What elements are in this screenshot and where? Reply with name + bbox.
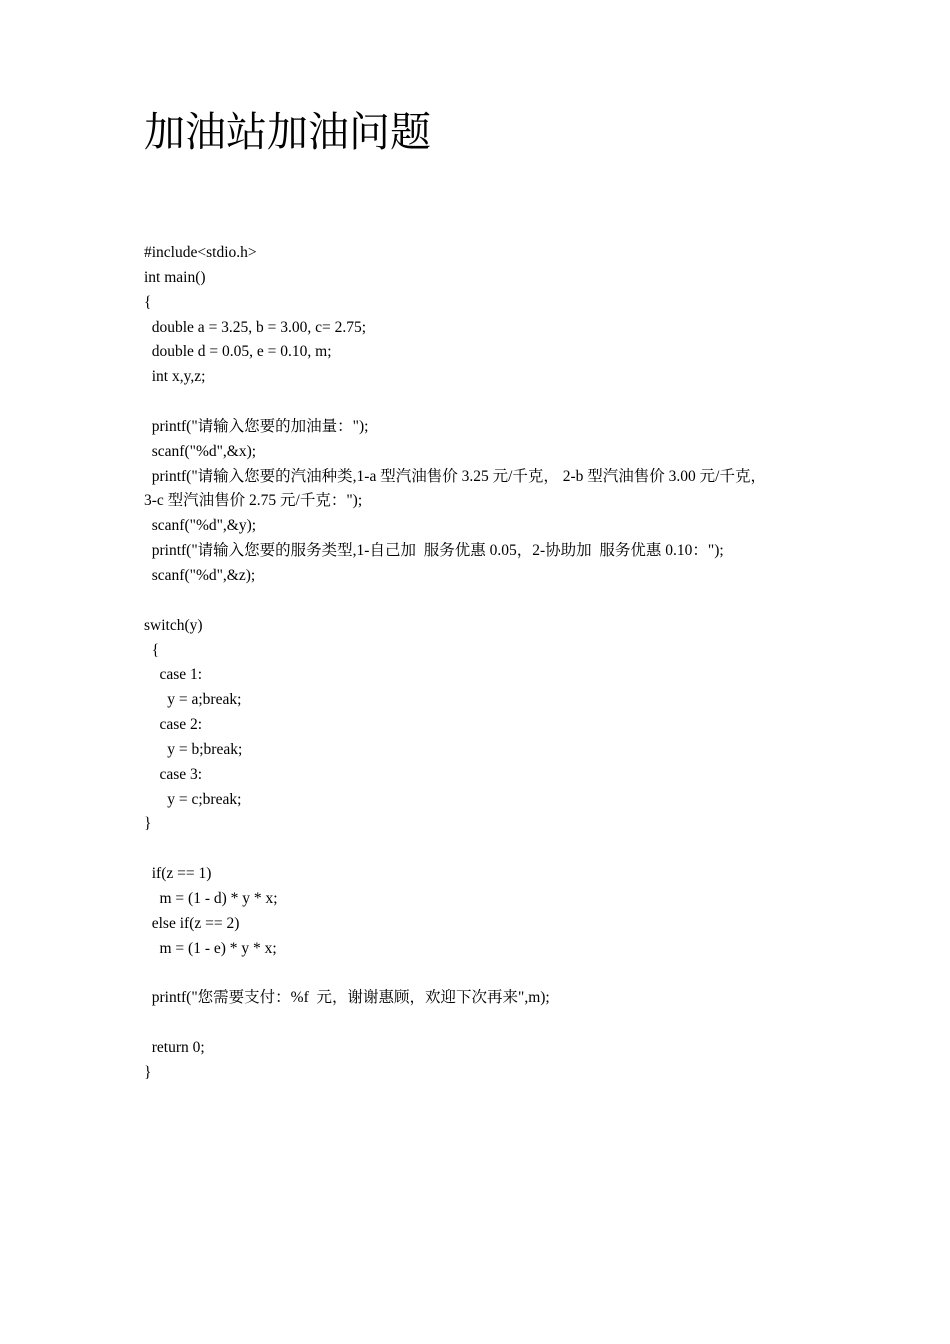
code-line (144, 589, 824, 614)
code-line: printf("请输入您要的加油量："); (144, 417, 369, 435)
code-line: scanf("%d",&x); (144, 442, 257, 460)
code-line: { (144, 293, 152, 311)
code-line: printf("请输入您要的服务类型,1-自己加 服务优惠 0.05，2-协助加 服务优惠 0.10："); (144, 542, 724, 560)
code-line: case 1: (144, 666, 203, 684)
code-line: } (144, 1063, 152, 1081)
code-line: double d = 0.05, e = 0.10, m; (144, 343, 332, 361)
code-line: switch(y) (144, 616, 203, 634)
code-line: int main() (144, 268, 206, 286)
code-line: double a = 3.25, b = 3.00, c= 2.75; (144, 318, 367, 336)
code-line: 3-c 型汽油售价 2.75 元/千克："); (144, 492, 363, 510)
code-line: printf("请输入您要的汽油种类,1-a 型汽油售价 3.25 元/千克， 2-b 型汽油售价 3.00 元/千克， (144, 467, 766, 485)
code-line: printf("您需要支付：%f 元，谢谢惠顾，欢迎下次再来",m); (144, 989, 550, 1007)
code-line (144, 1011, 824, 1036)
code-line: m = (1 - e) * y * x; (144, 939, 277, 957)
code-line: } (144, 815, 152, 833)
code-line (144, 837, 824, 862)
code-line: int x,y,z; (144, 368, 206, 386)
code-line: y = b;break; (144, 740, 243, 758)
code-line (144, 961, 824, 986)
code-line: case 2: (144, 716, 203, 734)
code-line: y = c;break; (144, 790, 242, 808)
code-line: y = a;break; (144, 691, 242, 709)
code-line: else if(z == 2) (144, 914, 240, 932)
code-line: case 3: (144, 765, 203, 783)
code-line (144, 390, 824, 415)
code-line: m = (1 - d) * y * x; (144, 889, 278, 907)
code-block (144, 241, 824, 1086)
code-line: #include<stdio.h> (144, 244, 257, 261)
code-line: scanf("%d",&y); (144, 517, 257, 535)
code-line: { (144, 641, 160, 659)
document-title: 加油站加油问题 (144, 109, 431, 155)
code-line: if(z == 1) (144, 865, 212, 883)
code-line: return 0; (144, 1039, 205, 1056)
code-line: scanf("%d",&z); (144, 566, 256, 584)
